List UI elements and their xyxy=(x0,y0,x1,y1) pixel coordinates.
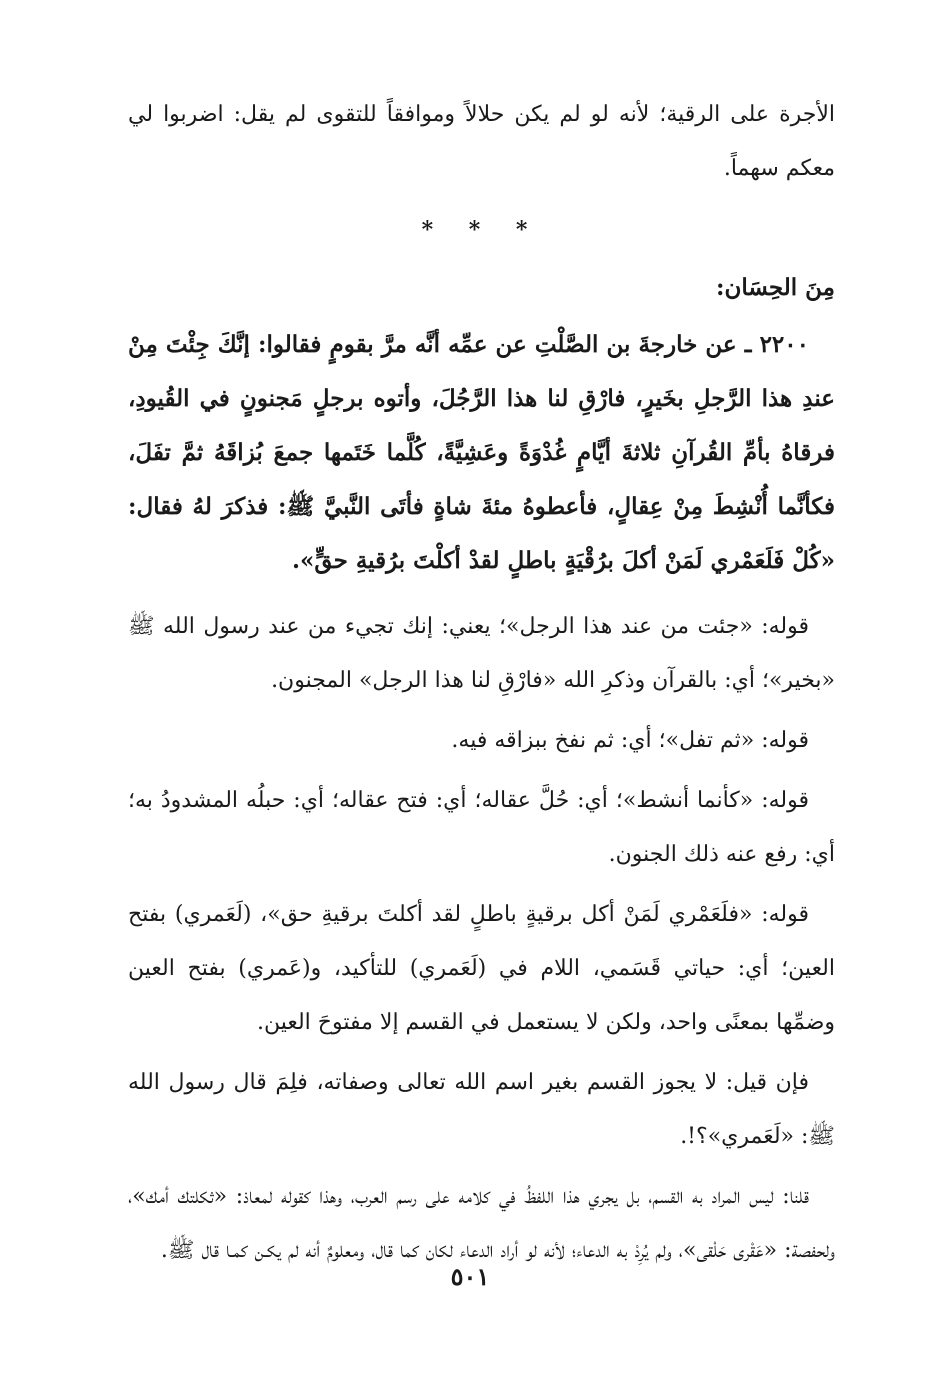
commentary-paragraph-2: قوله: «ثم تفل»؛ أي: ثم نفخ ببزاقه فيه. xyxy=(451,728,809,753)
intro-paragraph: الأجرة على الرقية؛ لأنه لو لم يكن حلالاً وموافقاً للتقوى لم يقل: اضربوا لي معكم سهماً. xyxy=(128,102,835,181)
page-number: ٥٠١ xyxy=(450,1262,490,1291)
commentary-paragraph-3: قوله: «كأنما أنشط»؛ أي: حُلَّ عقاله؛ أي: فتح عقاله؛ أي: حبلُه المشدودُ به؛ أي: رفع عنه ذلك الجنون. xyxy=(128,788,835,867)
page-body xyxy=(128,88,835,1278)
section-divider: * * * xyxy=(421,217,542,243)
hadith-text: ٢٢٠٠ ـ عن خارجةَ بن الصَّلْتِ عن عمِّه أنَّه مرَّ بقومٍ فقالوا: إنَّكَ جِئْتَ مِنْ عندِ هذا الرَّجلِ بخَيرٍ، فارْقِ لنا هذا الرَّجُلَ، وأتوه برجلٍ مَجنونٍ في القُيودِ، فرقاهُ بأمِّ القُرآنِ ثلاثةَ أيَّامٍ غُدْوَةً وعَشِيَّةً، كُلَّما خَتَمها جمعَ بُزاقَهُ ثمَّ تفَلَ، فكأنَّما أُنْشِطَ مِنْ عِقالٍ، فأعطوهُ مئةَ شاةٍ فأتَى النَّبيَّ ﷺ: فذكرَ لهُ فقال: «كُلْ فَلَعَمْري لَمَنْ أكلَ برُقْيَةٍ باطلٍ لقدْ أكلْتَ برُقيةِ حقٍّ». xyxy=(128,331,835,574)
commentary-paragraph-1: قوله: «جئت من عند هذا الرجل»؛ يعني: إنك تجيء من عند رسول الله ﷺ «بخير»؛ أي: بالقرآن وذكرِ الله «فارْقِ لنا هذا الرجل» المجنون. xyxy=(128,614,835,693)
commentary-paragraph-4: قوله: «فلَعَمْري لَمَنْ أكل برقيةٍ باطلٍ لقد أكلتَ برقيةِ حق»، (لَعَمري) بفتح العين؛ أي: حياتي قَسَمي، اللام في (لَعَمري) للتأكيد، و(عَمري) بفتح العين وضمِّها بمعنًى واحد، ولكن لا يستعمل في القسم إلا مفتوحَ العين. xyxy=(128,902,835,1035)
commentary-paragraph-6: قلنا: ليس المراد به القسم، بل يجري هذا اللفظُ في كلامه على رسم العرب، وهذا كقوله لمعاذ: «ثكلتك أمك»، ولحفصة: «عَقْرى حَلْقى»، ولم يُرِدْ به الدعاء؛ لأنه لو أراد الدعاء لكان كما قال، ومعلومٌ أنه لم يكـن كمـا قال ﷺ. xyxy=(128,1184,835,1263)
section-heading: مِنَ الحِسَان: xyxy=(716,274,835,301)
commentary-paragraph-5: فإن قيل: لا يجوز القسم بغير اسم الله تعالى وصفاته، فلِمَ قال رسول الله ﷺ: «لَعَمري»؟!. xyxy=(128,1070,835,1149)
